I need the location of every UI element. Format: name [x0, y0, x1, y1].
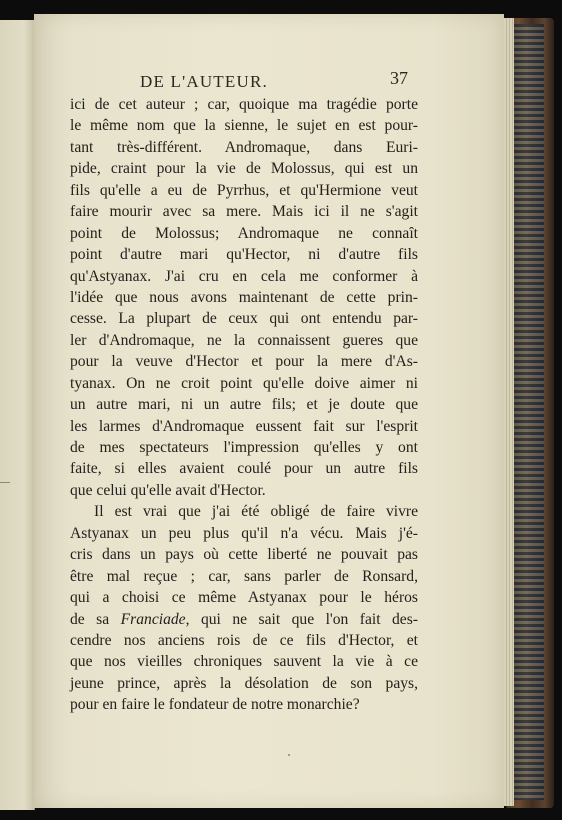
- text-line: Astyanax un peu plus qu'il n'a vécu. Mais j'é-: [70, 524, 418, 542]
- text-line: cris dans un pays où cette liberté ne pouvait pas: [70, 546, 418, 564]
- text-line: qu'Astyanax. J'ai cru en cela me conformer à: [70, 267, 418, 285]
- text-line: que nos vieilles chroniques sauvent la vie à ce: [70, 653, 418, 671]
- text-segment: , qui ne sait que l'on fait des-: [185, 610, 418, 628]
- text-line: faire mourir avec sa mere. Mais ici il ne s'agit: [70, 203, 418, 221]
- text-line: de mes spectateurs l'impression qu'elles y ont: [70, 439, 418, 456]
- text-line: cesse. La plupart de ceux qui ont entendu par-: [70, 310, 418, 328]
- text-line: point d'autre mari qu'Hector, ni d'autre fils: [70, 246, 418, 264]
- cover-marbled-edge: [514, 24, 544, 800]
- text-line: ler d'Andromaque, ne la connaissent gueres que: [70, 331, 418, 349]
- running-head: DE L'AUTEUR.: [140, 72, 268, 91]
- text-line: cendre nos anciens rois de ce fils d'Hector, et: [70, 631, 418, 649]
- text-line: [70, 609, 418, 630]
- italic-title: Franciade: [120, 610, 186, 628]
- text-line: faite, si elles avaient coulé pour un autre fils: [70, 460, 418, 478]
- text-line: tyanax. On ne croit point qu'elle doive aimer ni: [70, 374, 418, 392]
- text-line: pour la veuve d'Hector et pour la mere d'As-: [70, 353, 418, 371]
- text-line: pour en faire le fondateur de notre monarchie?: [70, 696, 360, 714]
- text-line: qui a choisi ce même Astyanax pour le héros: [70, 589, 418, 607]
- text-line: Il est vrai que j'ai été obligé de faire vivre: [94, 503, 418, 521]
- text-segment: de sa: [70, 610, 121, 628]
- text-line: le même nom que la sienne, le sujet en est pour-: [70, 117, 418, 135]
- text-line: jeune prince, après la désolation de son pays,: [70, 674, 418, 692]
- page-mark: [0, 482, 10, 483]
- text-line: ici de cet auteur ; car, quoique ma tragédie porte: [70, 96, 418, 113]
- text-line: un autre mari, ni un autre fils; et je doute que: [70, 396, 418, 414]
- text-line: fils qu'elle a eu de Pyrrhus, et qu'Hermione veut: [70, 181, 418, 199]
- page-speck: [288, 754, 290, 756]
- left-page-edge: [0, 20, 35, 810]
- text-line: que celui qu'elle avait d'Hector.: [70, 481, 266, 499]
- text-line: être mal reçue ; car, sans parler de Ronsard,: [70, 567, 418, 585]
- text-line: point de Molossus; Andromaque ne connaît: [70, 224, 418, 242]
- text-line: les larmes d'Andromaque eussent fait sur l'esprit: [70, 417, 418, 435]
- text-line: pide, craint pour la vie de Molossus, qui est un: [70, 160, 418, 178]
- text-line: l'idée que nous avons maintenant de cette prin-: [70, 288, 418, 306]
- page-number: 37: [390, 68, 408, 88]
- body-text: [70, 94, 418, 716]
- text-line: tant très-différent. Andromaque, dans Euri-: [70, 138, 418, 156]
